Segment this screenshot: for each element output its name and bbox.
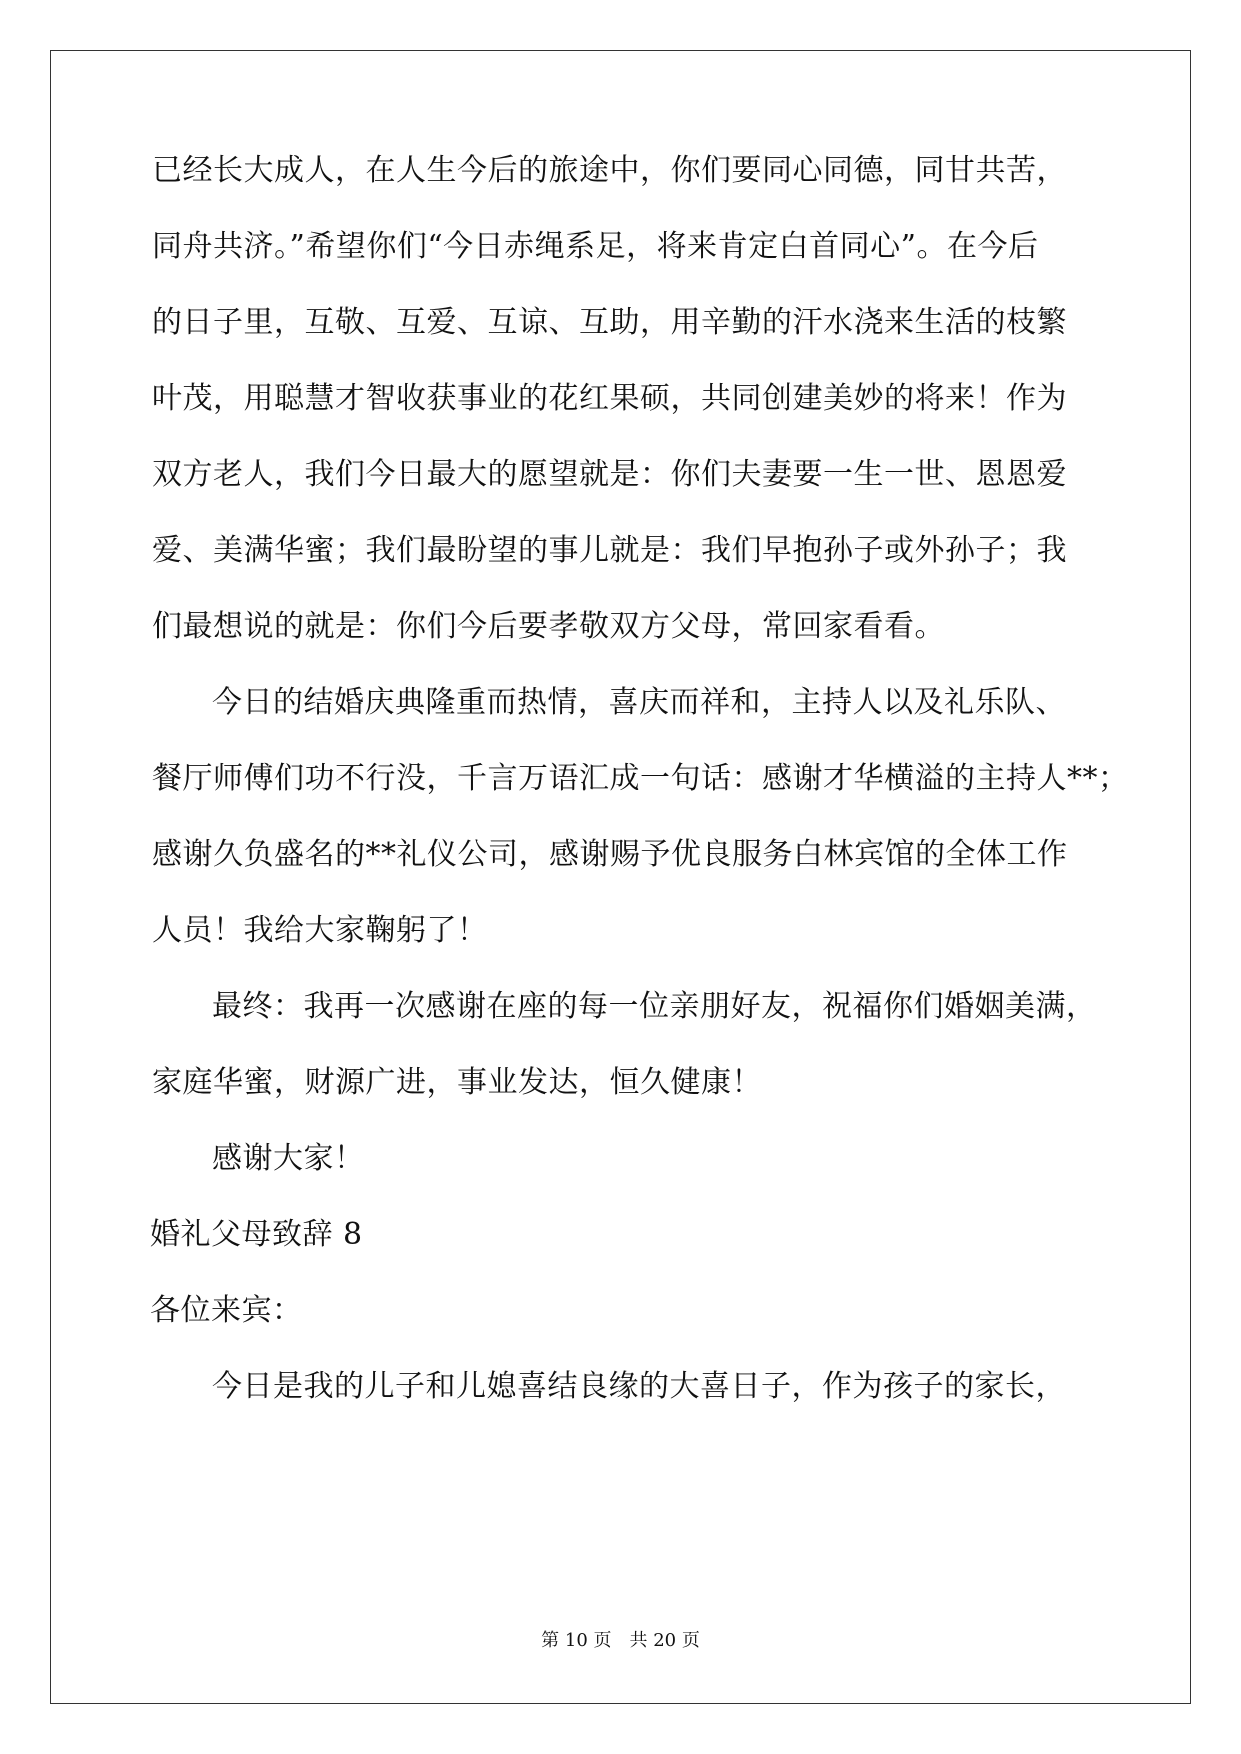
- page-border: [50, 50, 1191, 1704]
- page-footer: [0, 1630, 1241, 1652]
- page-total: 共 20 页: [629, 1630, 700, 1651]
- section-heading: 婚礼父母致辞 8: [150, 1217, 363, 1252]
- body-line: 爱、美满华蜜；我们最盼望的事儿就是：我们早抱孙子或外孙子；我: [152, 533, 1067, 568]
- body-line: 叶茂，用聪慧才智收获事业的花红果硕，共同创建美妙的将来！作为: [152, 381, 1067, 416]
- body-line: 感谢久负盛名的**礼仪公司，感谢赐予优良服务白林宾馆的全体工作: [152, 837, 1068, 872]
- body-line: 的日子里，互敬、互爱、互谅、互助，用辛勤的汗水浇来生活的枝繁: [152, 305, 1067, 340]
- page-number: 第 10 页: [541, 1630, 612, 1651]
- body-line: 双方老人，我们今日最大的愿望就是：你们夫妻要一生一世、恩恩爱: [152, 457, 1067, 492]
- body-line: 餐厅师傅们功不行没，千言万语汇成一句话：感谢才华横溢的主持人**；: [152, 761, 1129, 796]
- body-line: 家庭华蜜，财源广进，事业发达，恒久健康！: [152, 1065, 762, 1100]
- salutation: 各位来宾：: [150, 1293, 303, 1328]
- body-line: 同舟共济。”希望你们“今日赤绳系足，将来肯定白首同心”。在今后: [152, 229, 1039, 264]
- body-line: 今日是我的儿子和儿媳喜结良缘的大喜日子，作为孩子的家长，: [212, 1369, 1066, 1404]
- body-line: 感谢大家！: [212, 1141, 365, 1176]
- body-line: 们最想说的就是：你们今后要孝敬双方父母，常回家看看。: [152, 609, 945, 644]
- body-line: 今日的结婚庆典隆重而热情，喜庆而祥和，主持人以及礼乐队、: [212, 685, 1066, 720]
- body-line: 已经长大成人，在人生今后的旅途中，你们要同心同德，同甘共苦，: [152, 153, 1067, 188]
- body-line: 人员！我给大家鞠躬了！: [152, 913, 488, 948]
- body-line: 最终：我再一次感谢在座的每一位亲朋好友，祝福你们婚姻美满，: [212, 989, 1097, 1024]
